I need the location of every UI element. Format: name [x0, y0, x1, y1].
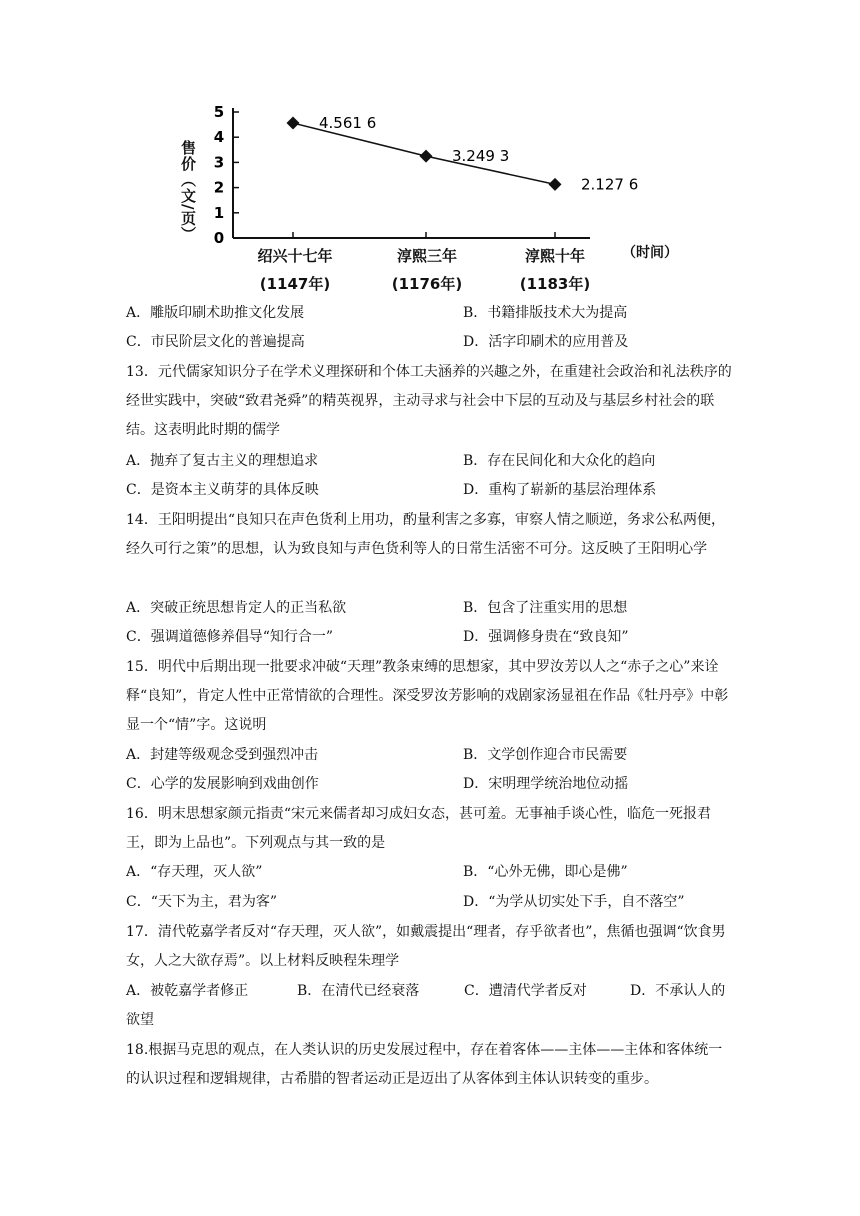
- q13-stem: 13．元代儒家知识分子在学术义理探研和个体工夫涵养的兴趣之外，在重建社会政治和礼法秩序的经世实践中，突破“致君尧舜”的精英视界，主动寻求与社会中下层的互动及与基层乡村社会的联结。这表明此时期的儒学: [126, 364, 732, 438]
- q14-option-a: A．突破正统思想肯定人的正当私欲: [126, 600, 347, 616]
- q14-option-c: C．强调道德修养倡导“知行合一”: [126, 629, 334, 645]
- x-category-1: [240, 242, 350, 298]
- q17-option-d: D．不承认人的: [630, 983, 726, 999]
- y-tick-label-0: 0: [213, 229, 225, 247]
- q16-option-d: D．“为学从切实处下手，自不落空”: [463, 894, 685, 910]
- data-label-2: 3.249 3: [452, 147, 510, 166]
- data-point-1: [287, 117, 300, 130]
- q13-option-b: B．存在民间化和大众化的趋向: [463, 453, 656, 469]
- x-category-3-name: 淳熙十年: [524, 247, 585, 265]
- y-axis-label: 售价（文/页）: [179, 140, 197, 243]
- data-label-1: 4.561 6: [319, 114, 377, 133]
- q18-stem: 18.根据马克思的观点，在人类认识的历史发展过程中，存在着客体——主体——主体和客体统一的认识过程和逻辑规律，古希腊的智者运动正是迈出了从客体到主体认识转变的重步。: [126, 1042, 723, 1087]
- y-tick-label-2: 2: [213, 178, 225, 197]
- q15-option-a: A．封建等级观念受到强烈冲击: [126, 747, 319, 763]
- q15-option-c: C．心学的发展影响到戏曲创作: [126, 776, 319, 792]
- q12-option-d: D．活字印刷术的应用普及: [463, 334, 629, 350]
- x-category-3: [500, 242, 610, 298]
- q14-option-b: B．包含了注重实用的思想: [463, 600, 628, 616]
- data-point-3: [549, 178, 562, 191]
- y-tick-label-3: 3: [213, 153, 225, 172]
- y-tick-label-1: 1: [213, 203, 225, 222]
- q14-option-d: D．强调修身贵在“致良知”: [463, 629, 629, 645]
- q15-option-d: D．宋明理学统治地位动摇: [463, 776, 629, 792]
- q16-option-a: A．“存天理，灭人欲”: [126, 864, 263, 880]
- y-tick-label-5: 5: [213, 103, 225, 121]
- q16-option-b: B．“心外无佛，即心是佛”: [463, 864, 628, 880]
- x-category-2-year: (1176年): [391, 275, 463, 293]
- q17-option-a: A．被乾嘉学者修正: [126, 983, 249, 999]
- q16-option-c: C．“天下为主，君为客”: [126, 894, 278, 910]
- q12-option-c: C．市民阶层文化的普遍提高: [126, 334, 305, 350]
- y-tick-label-4: 4: [213, 128, 225, 147]
- data-point-2: [420, 150, 433, 163]
- q12-option-a: A．雕版印刷术助推文化发展: [126, 305, 305, 321]
- q12-option-b: B．书籍排版技术大为提高: [463, 305, 628, 321]
- q13-option-d: D．重构了崭新的基层治理体系: [463, 482, 657, 498]
- x-category-2: [372, 242, 482, 298]
- q17-stem: 17．清代乾嘉学者反对“存天理，灭人欲”，如戴震提出“理者，存乎欲者也”，焦循也强调“饮食男女，人之大欲存焉”。以上材料反映程朱理学: [126, 924, 726, 969]
- x-axis-unit: （时间）: [622, 245, 678, 261]
- x-category-1-name: 绍兴十七年: [257, 247, 333, 265]
- q13-option-a: A．抛弃了复古主义的理想追求: [126, 453, 319, 469]
- q15-option-b: B．文学创作迎合市民需要: [463, 747, 628, 763]
- q17-option-c: C．遭清代学者反对: [464, 983, 587, 999]
- q17-option-d-continued: 欲望: [126, 1012, 154, 1028]
- q16-stem: 16．明末思想家颜元指责“宋元来儒者却习成妇女态，甚可羞。无事袖手谈心性，临危一死报君王，即为上品也”。下列观点与其一致的是: [126, 806, 711, 851]
- x-category-2-name: 淳熙三年: [396, 247, 457, 265]
- price-chart: [170, 90, 730, 300]
- q13-option-c: C．是资本主义萌芽的具体反映: [126, 482, 319, 498]
- data-label-3: 2.127 6: [581, 175, 639, 194]
- x-category-3-year: (1183年): [519, 275, 591, 293]
- q15-stem: 15．明代中后期出现一批要求冲破“天理”教条束缚的思想家，其中罗汝芳以人之“赤子之心”来诠释“良知”，肯定人性中正常情欲的合理性。深受罗汝芳影响的戏剧家汤显祖在作品《牡丹亭》中彰显一个“情”字。这说明: [126, 659, 729, 733]
- q14-stem: 14．王阳明提出“良知只在声色货利上用功，酌量利害之多寡，审察人情之顺逆，务求公私两便，经久可行之策”的思想，认为致良知与声色货利等人的日常生活密不可分。这反映了王阳明心学: [126, 512, 725, 557]
- x-category-1-year: (1147年): [259, 275, 331, 293]
- q17-option-b: B．在清代已经衰落: [297, 983, 420, 999]
